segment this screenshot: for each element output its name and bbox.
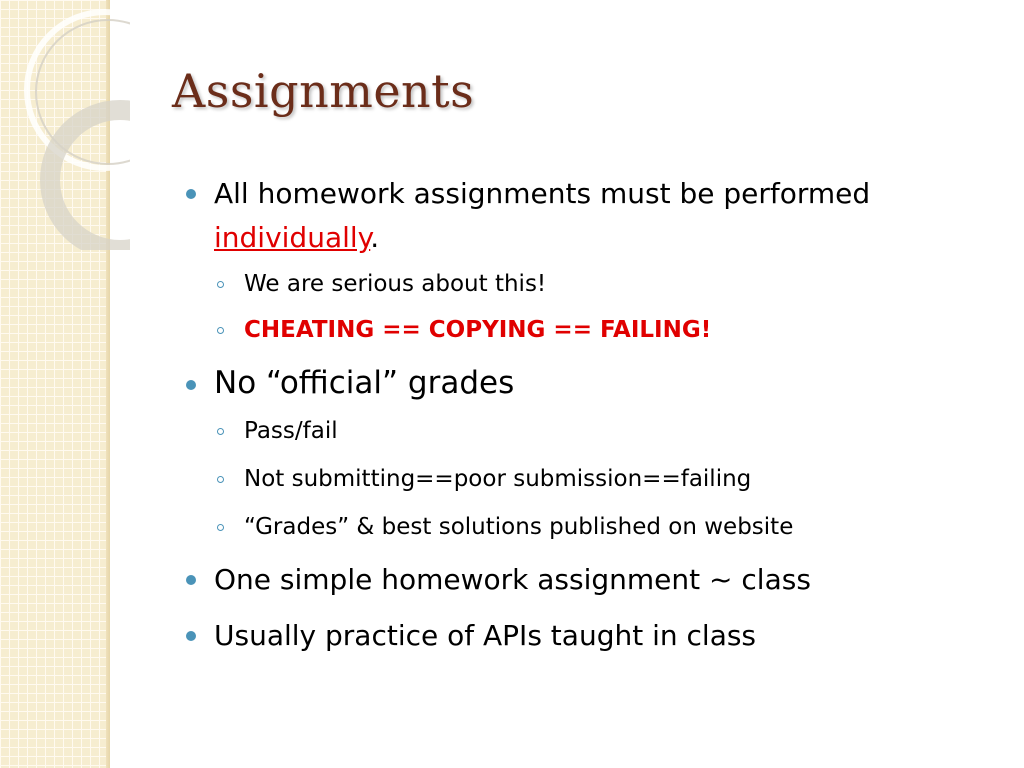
bullet-item-3 (184, 558, 984, 602)
sub-bullet-ring (217, 281, 224, 288)
sub-item (184, 413, 984, 449)
bullet-item-1 (184, 172, 984, 260)
bullet-dot (186, 575, 196, 585)
bullet-text: No “official” grades (214, 365, 515, 401)
sub-item (184, 312, 984, 348)
sub-item-text: Not submitting==poor submission==failing (244, 466, 752, 492)
sub-bullet-ring (217, 327, 224, 334)
bullet-suffix: . (370, 221, 380, 254)
sub-item-text: “Grades” & best solutions published on website (244, 514, 794, 540)
bullet-list (184, 172, 984, 658)
bullet-item-4 (184, 614, 984, 658)
sub-item-text: We are serious about this! (244, 271, 547, 297)
sub-item-text: CHEATING == COPYING == FAILING! (244, 317, 712, 343)
slide-title: Assignments (172, 64, 475, 118)
sub-bullet-ring (217, 524, 224, 531)
emphasis-text: individually (214, 221, 371, 254)
sub-bullet-ring (217, 476, 224, 483)
bullet-dot (186, 189, 196, 199)
bullet-text: One simple homework assignment ~ class (214, 563, 811, 596)
bullet-dot (186, 631, 196, 641)
sub-item (184, 509, 984, 545)
bullet-dot (186, 380, 196, 390)
sub-item (184, 461, 984, 497)
bullet-item-2 (184, 361, 984, 405)
bullet-text: All homework assignments must be performed (214, 177, 871, 210)
decorative-rings (0, 0, 130, 250)
sub-item-text: Pass/fail (244, 418, 338, 444)
sub-item (184, 266, 984, 302)
bullet-text: Usually practice of APIs taught in class (214, 619, 757, 652)
sub-bullet-ring (217, 428, 224, 435)
